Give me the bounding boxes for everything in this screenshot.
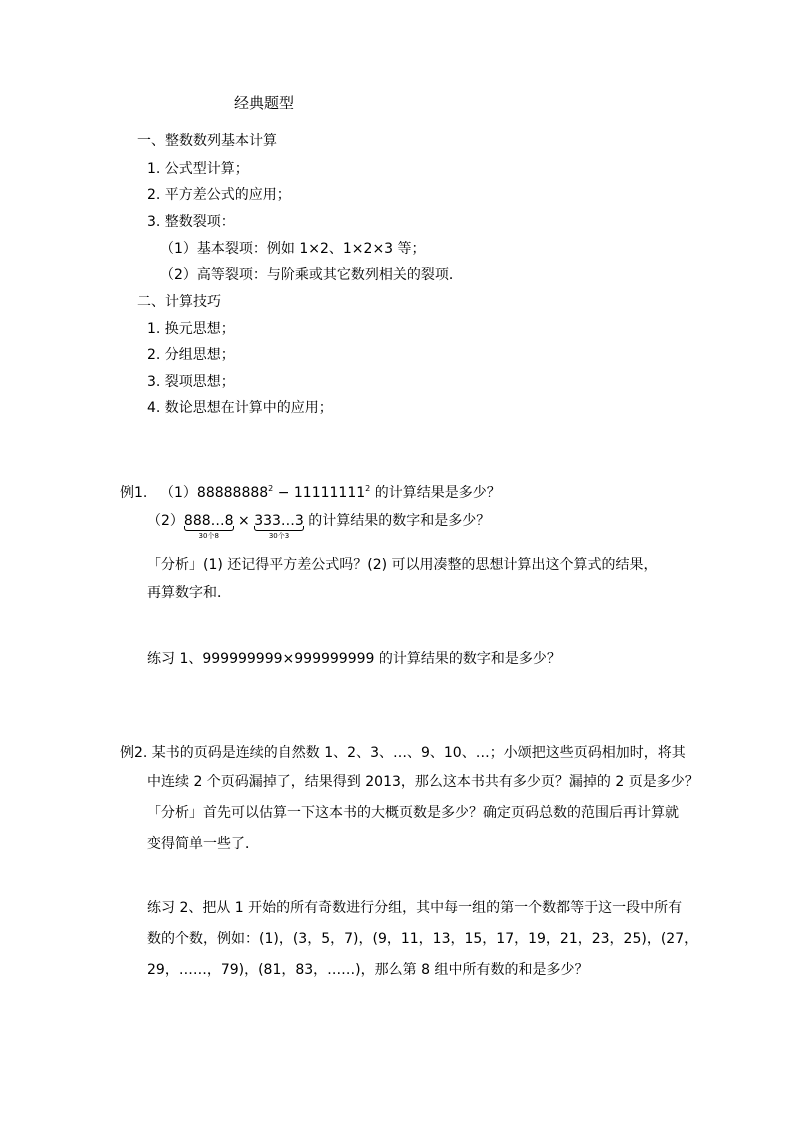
example-2-line-1: 例2. 某书的页码是连续的自然数 1、2、3、…、9、10、…；小颂把这些页码相加时，将其 [120,745,686,761]
underbrace-1-label: 30个8 [198,532,219,540]
section-1-subitem-1: （1）基本裂项：例如 1×2、1×2×3 等； [160,241,426,257]
example-1-part-2-prefix: （2） [147,513,184,529]
practice-2-line-1: 练习 2、把从 1 开始的所有奇数进行分组，其中每一组的第一个数都等于这一段中所有 [147,900,683,916]
practice-2-line-2: 数的个数，例如：(1)，(3，5，7)，(9，11，13，15，17，19，21，23，25)，(27， [147,931,699,947]
page-title: 经典题型 [234,94,295,112]
section-1-heading: 一、整数数列基本计算 [137,133,277,149]
number-2-text: 333…3 [254,513,304,529]
example-1-part-1-middle: − 11111111 [273,485,366,501]
example-1-analysis-line-1: 「分析」(1) 还记得平方差公式吗？(2) 可以用凑整的思想计算出这个算式的结果， [147,557,658,573]
example-1-part-1-suffix: 的计算结果是多少？ [370,485,501,501]
section-2-item-3: 3. 裂项思想； [147,374,235,390]
underbrace-1 [184,526,234,531]
example-1-part-1-exponent-1: 2 [268,484,274,493]
section-2-item-2: 2. 分组思想； [147,347,235,363]
section-2-item-4: 4. 数论思想在计算中的应用； [147,400,333,416]
number-1-text: 888…8 [183,513,234,529]
section-2-item-1: 1. 换元思想； [147,321,235,337]
times-sign: × [233,513,255,529]
section-1-subitem-2: （2）高等裂项：与阶乘或其它数列相关的裂项． [160,267,463,283]
example-1-part-1-prefix: （1）88888888 [160,485,269,501]
section-1-item-3: 3. 整数裂项： [147,214,235,230]
section-1-item-1: 1. 公式型计算； [147,161,249,177]
example-2-line-2: 中连续 2 个页码漏掉了，结果得到 2013，那么这本书共有多少页？漏掉的 2 页是多少？ [147,774,699,790]
practice-2-line-3: 29，……，79)，(81，83，……)，那么第 8 组中所有数的和是多少？ [147,962,589,978]
section-1-item-2: 2. 平方差公式的应用； [147,187,291,203]
underbrace-2-label: 30个3 [268,532,290,540]
section-2-heading: 二、计算技巧 [137,294,221,310]
practice-1: 练习 1、999999999×999999999 的计算结果的数字和是多少？ [147,651,561,667]
example-1-label: 例1. [120,485,148,501]
underbrace-2 [254,526,304,531]
example-1-part-2-suffix: 的计算结果的数字和是多少？ [303,513,491,529]
example-1-part-1 [160,484,501,502]
example-1-part-1-exponent-2: 2 [365,484,371,493]
example-2-analysis-line-1: 「分析」首先可以估算一下这本书的大概页数是多少？确定页码总数的范围后再计算就 [147,805,679,821]
example-1-part-2-number-2 [254,512,304,540]
example-1-part-2 [147,512,491,540]
example-2-analysis-line-2: 变得简单一些了． [147,836,259,852]
example-1-part-2-number-1 [183,512,234,540]
example-1-analysis-line-2: 再算数字和． [147,585,231,601]
